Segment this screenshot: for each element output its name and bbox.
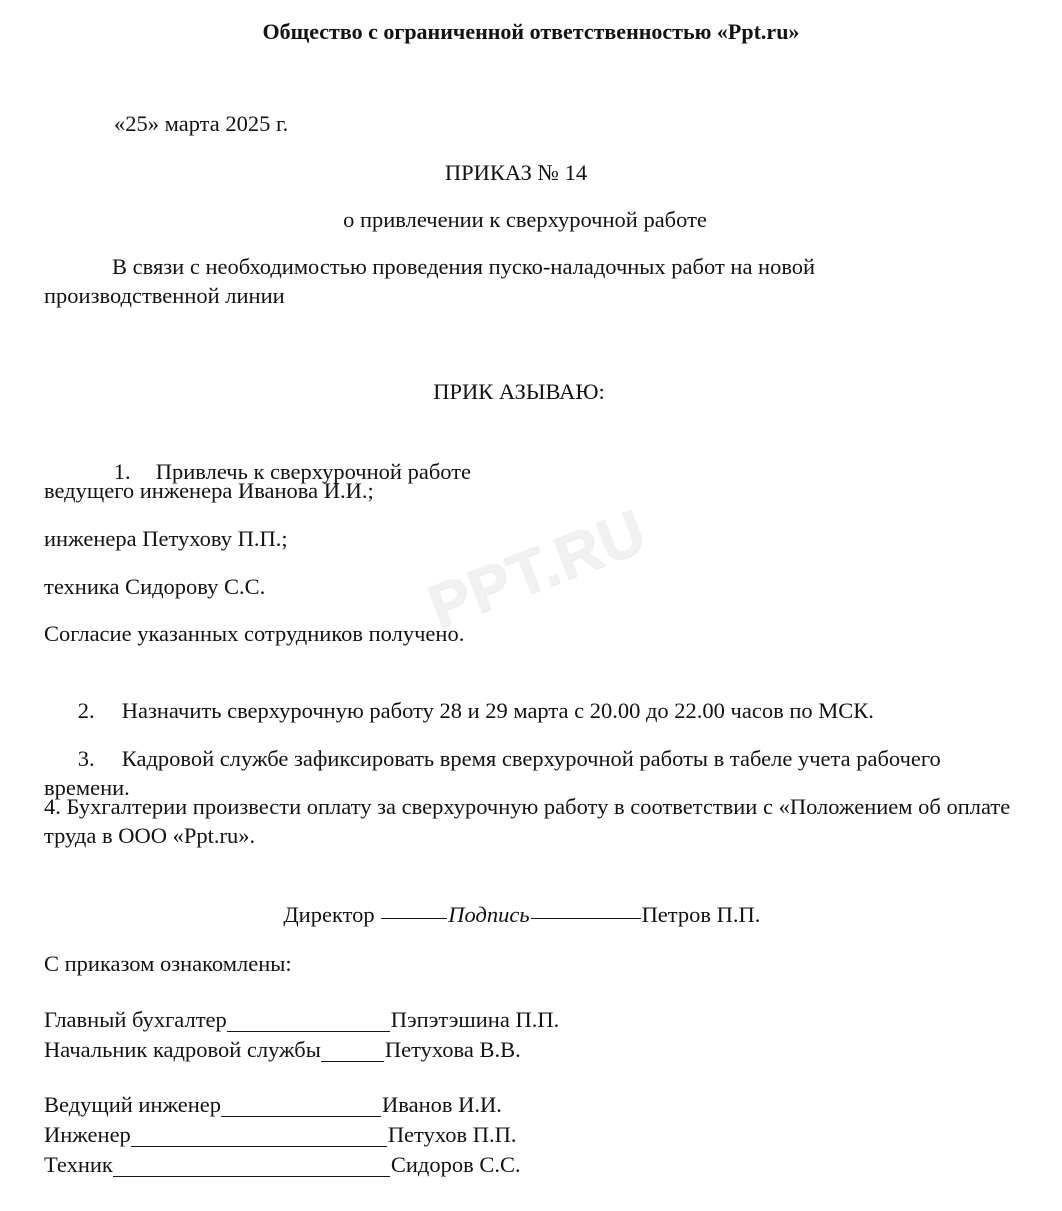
order-item-3-text: Кадровой службе зафиксировать время сверхурочной работы в табеле учета рабочего времени.: [44, 745, 947, 800]
order-item-2-text: Назначить сверхурочную работу 28 и 29 марта с 20.00 до 22.00 часов по МСК.: [121, 697, 874, 723]
order-item-1-number: 1.: [113, 458, 131, 484]
acknowledgement-heading: С приказом ознакомлены:: [44, 951, 292, 976]
acknowledgement-row: [44, 1092, 521, 1122]
ack-role: Инженер: [44, 1122, 131, 1147]
ack-person: Иванов И.И.: [382, 1092, 502, 1117]
signature-label: Подпись: [448, 901, 530, 927]
organization-header: Общество с ограниченной ответственностью «Ppt.ru»: [262, 19, 800, 44]
order-keyword: ПРИК АЗЫВАЮ:: [433, 379, 605, 404]
acknowledgement-group-1: [44, 1007, 624, 1067]
watermark-text: PPT.RU: [418, 496, 656, 643]
acknowledgement-row: [44, 1122, 521, 1152]
ack-person: Сидоров С.С.: [390, 1152, 521, 1177]
employee-line-3: техника Сидорову С.С.: [44, 574, 266, 599]
employee-line-1: ведущего инженера Иванова И.И.;: [44, 478, 374, 503]
preamble-paragraph: В связи с необходимостью проведения пуско-наладочных работ на новой производственной линии: [44, 254, 821, 308]
director-name: Петров П.П.: [641, 901, 761, 927]
order-item-1-text: Привлечь к сверхурочной работе: [155, 458, 472, 484]
document-subject: о привлечении к сверхурочной работе: [343, 207, 707, 232]
ack-signature-rule[interactable]: [321, 1061, 384, 1062]
signature-rule-left: [381, 918, 447, 919]
ppt-ru-watermark: [372, 496, 702, 643]
ack-signature-rule[interactable]: [227, 1031, 390, 1032]
ack-role: Ведущий инженер: [44, 1092, 222, 1117]
order-item-3-number: 3.: [77, 745, 95, 771]
document-number-title: ПРИКАЗ № 14: [444, 160, 588, 185]
order-item-2-number: 2.: [77, 697, 95, 723]
acknowledgement-row: [44, 1152, 521, 1182]
ack-signature-rule[interactable]: [221, 1116, 381, 1117]
acknowledgement-row: [44, 1007, 624, 1037]
signature-rule-right: [531, 918, 641, 919]
ack-person: Пэпэтэшина П.П.: [390, 1007, 560, 1032]
ack-role: Начальник кадровой службы: [44, 1037, 321, 1062]
acknowledgement-group-2: [44, 1092, 521, 1182]
ack-signature-rule[interactable]: [113, 1176, 390, 1177]
employee-line-2: инженера Петухову П.П.;: [44, 526, 288, 551]
ack-role: Техник: [44, 1152, 113, 1177]
document-date: «25» марта 2025 г.: [114, 111, 289, 136]
ack-person: Петухов П.П.: [387, 1122, 517, 1147]
director-signature-line: [0, 872, 1010, 958]
acknowledgement-row: [44, 1037, 624, 1067]
consent-note: Согласие указанных сотрудников получено.: [44, 621, 465, 646]
order-item-4: 4. Бухгалтерии произвести оплату за сверхурочную работу в соответствии с «Положением об оплате труда в ООО «Ppt.ru».: [44, 794, 1016, 848]
ack-role: Главный бухгалтер: [44, 1007, 227, 1032]
ack-signature-rule[interactable]: [131, 1146, 387, 1147]
director-role: Директор: [283, 901, 375, 927]
ack-person: Петухова В.В.: [384, 1037, 521, 1062]
